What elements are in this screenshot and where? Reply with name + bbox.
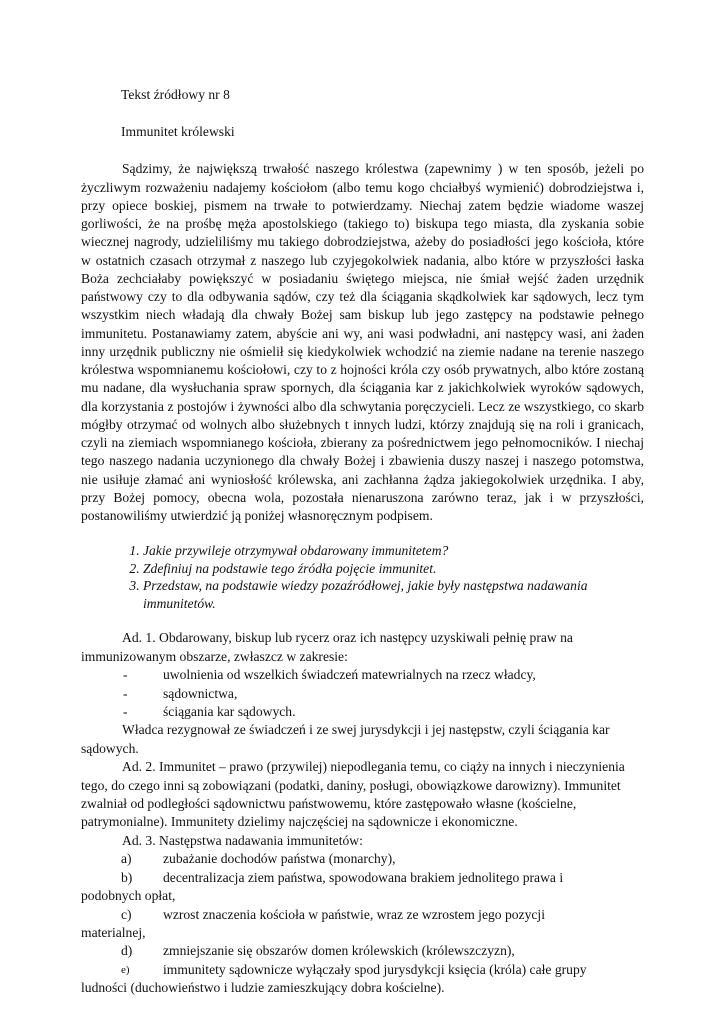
list-text: zubażanie dochodów państwa (monarchy), xyxy=(163,851,396,867)
question-item: 3. Przedstaw, na podstawie wiedzy pozaźródłowej, jakie były następstwa nadawania immunitetów. xyxy=(143,577,644,612)
answer2: Ad. 2. Immunitet – prawo (przywilej) niepodlegania temu, co ciąży na innych i nieczynienia tego, do czego inni są zobowiązani (podatki, daniny, posługi, obowiązkowe darowizny). Immunitet zwalniał od podległości sądownictwu państwowemu, które zastępowało własne (kościelne, patrymonialne). Immunitety dzielimy najczęściej na sądownicze i ekonomiczne. xyxy=(81,759,625,830)
list-item xyxy=(81,850,644,868)
list-text: uwolnienia od wszelkich świadczeń matewrialnych na rzecz władcy, xyxy=(163,667,536,683)
list-item xyxy=(81,906,644,924)
list-text: ściągania kar sądowych. xyxy=(163,704,296,720)
list-item xyxy=(81,685,644,703)
question-item: 2. Zdefiniuj na podstawie tego źródła pojęcie immunitet. xyxy=(143,560,644,578)
list-item xyxy=(81,666,644,684)
list-marker: b) xyxy=(121,869,133,885)
list-continuation: materialnej, xyxy=(81,924,146,940)
list-marker: - xyxy=(123,704,128,720)
list-text: sądownictwa, xyxy=(163,685,238,701)
list-text: wzrost znaczenia kościoła w państwie, wraz ze wzrostem jego pozycji xyxy=(163,906,545,922)
list-text: decentralizacja ziem państwa, spowodowana brakiem jednolitego prawa i xyxy=(163,869,564,885)
list-text: immunitety sądownicze wyłączały spod jurysdykcji księcia (króla) całe grupy xyxy=(163,961,587,977)
list-marker: d) xyxy=(121,943,133,959)
list-item xyxy=(81,961,644,979)
list-continuation: podobnych opłat, xyxy=(81,888,176,904)
document-subtitle: Immunitet królewski xyxy=(121,124,235,140)
answer1-intro: Ad. 1. Obdarowany, biskup lub rycerz oraz ich następcy uzyskiwali pełnię praw na immunizowanym obszarze, zwłaszcz w zakresie: xyxy=(81,630,573,664)
list-continuation: ludności (duchowieństwo i ludzie zamieszkujący dobra kościelne). xyxy=(81,980,445,996)
document-title: Tekst źródłowy nr 8 xyxy=(121,87,230,102)
questions-list xyxy=(81,542,644,612)
answer1-outro: Władca rezygnował ze świadczeń i ze swej jurysdykcji i jej następstw, czyli ściągania kar sądowych. xyxy=(81,722,610,756)
document-page xyxy=(81,86,644,998)
list-marker: e) xyxy=(121,963,130,976)
list-item xyxy=(81,869,644,887)
list-marker: a) xyxy=(121,851,132,867)
list-item xyxy=(81,942,644,960)
answer3-intro: Ad. 3. Następstwa nadawania immunitetów: xyxy=(122,832,363,848)
source-text: Sądzimy, że największą trwałość naszego królestwa (zapewnimy ) w ten sposób, jeżeli po życzliwym rozważeniu nadajemy kościołom (albo temu kogo chciałbyś wymienić) dobrodziejstwa i, przy opiece boskiej, pismem na trwałe to potwierdzamy. Niechaj zatem będzie wiadome waszej gorliwości, że na prośbę męża apostolskiego (takiego to) biskupa tego miasta, dla zyskania sobie wiecznej nagrody, udzieliliśmy mu takiego dobrodziejstwa, ażeby do posiadłości jego kościoła, które w ostatnich czasach otrzymał z naszego lub czyjegokolwiek nadania, albo które w przyszłości łaska Boża zechciałaby powiększyć w posiadaniu świętego miejsca, nie śmiał wejść żaden urzędnik państwowy czy to dla odbywania sądów, czy też dla ściągania skądkolwiek kar sądowych, lecz tym wszystkim niech władają dla chwały Bożej sam biskup lub jego zastępcy na podstawie pełnego immunitetu. Postanawiamy zatem, abyście ani wy, ani wasi podwładni, ani następcy wasi, ani żaden inny urzędnik publiczny nie ośmielił się kiedykolwiek wchodzić na ziemie nadane na terenie naszego królestwa wspomnianemu kościołowi, czy to z hojności króla czy osób prywatnych, albo które zostaną mu nadane, dla wysłuchania spraw spornych, dla ściągania kar z jakichkolwiek wyroków sądowych, dla korzystania z postojów i żywności albo dla schwytania poręczycieli. Lecz ze wszystkiego, co skarb mógłby otrzymać od wolnych albo służebnych t innych ludzi, którzy znajdują się na roli i granicach, czyli na ziemiach wspomnianego kościoła, zbierany za pośrednictwem jego pełnomocników. I niechaj tego naszego nadania uczynionego dla chwały Bożej i zbawienia duszy naszej i naszego potomstwa, nie usiłuje złamać ani wyniosłość królewska, ani zachłanna żądza jakiegokolwiek urzędnika. I aby, przy Bożej pomocy, obecna wola, pozostała nienaruszona zarówno teraz, jak i w przyszłości, postanowiliśmy utwierdzić ją poniżej własnoręcznym podpisem. xyxy=(81,161,644,524)
answers-section xyxy=(81,629,644,997)
list-marker: - xyxy=(123,667,128,683)
list-text: zmniejszanie się obszarów domen królewskich (królewszczyzn), xyxy=(163,943,515,959)
question-item: 1. Jakie przywileje otrzymywał obdarowany immunitetem? xyxy=(143,542,644,560)
list-marker: c) xyxy=(121,906,132,922)
list-item xyxy=(81,703,644,721)
list-marker: - xyxy=(123,685,128,701)
